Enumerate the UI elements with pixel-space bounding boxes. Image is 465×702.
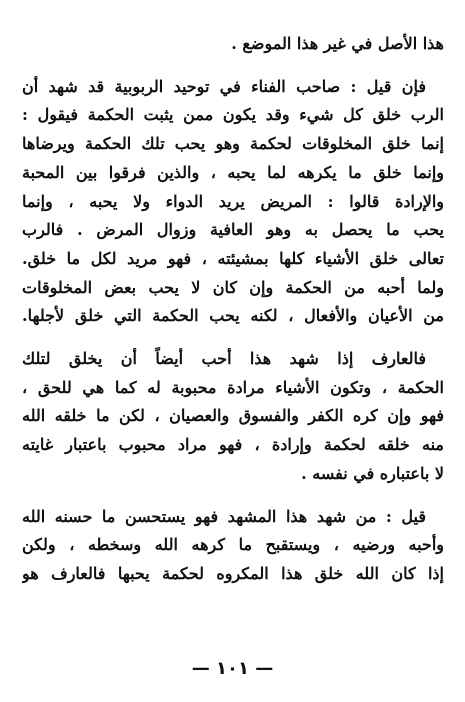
- text-line: فالعارف إذا شهد هذا أحب أيضاً أن يخلق لتلك: [22, 349, 426, 369]
- text-line: تعالى خلق الأشياء كلها بمشيئته ، فهو مريد لكل ما خلق.: [22, 248, 444, 268]
- text-line: لا باعتباره في نفسه .: [301, 463, 444, 483]
- text-line: وأحبه ورضيه ، ويستقبح ما كرهه الله وسخطه ، ولكن: [22, 535, 444, 555]
- text-line: إذا كان الله خلق هذا المكروه لحكمة يحبها فالعارف هو: [22, 563, 444, 583]
- text-line: هذا الأصل في غير هذا الموضع .: [231, 34, 444, 53]
- page-number: — ١٠١ —: [191, 658, 274, 679]
- text-line: قيل : من شهد هذا المشهد فهو يستحسن ما حسنه الله: [22, 506, 426, 526]
- paragraph-gap: [22, 489, 444, 503]
- text-line: إنما خلق المخلوقات لحكمة وهو يحب تلك الحكمة ويرضاها: [22, 134, 444, 154]
- text-line: فإن قيل : صاحب الفناء في توحيد الربوبية قد شهد أن: [22, 76, 426, 96]
- text-line: ولما أحبه من الحكمة وإن كان لا يحب بعض المخلوقات: [22, 277, 444, 297]
- text-line: وإنما خلق ما يكرهه لما يحبه ، والذين فرقوا بين المحبة: [22, 162, 444, 182]
- text-line: الحكمة ، وتكون الأشياء مرادة محبوبة له كما هي للحق ،: [22, 377, 444, 397]
- paragraph-gap: [22, 59, 444, 73]
- text-line: يحب ما يحصل به وهو العافية وزوال المرض . فالرب: [22, 220, 444, 240]
- page-body: [22, 30, 444, 589]
- text-line: الرب خلق كل شيء وقد يكون ممن يثبت الحكمة فيقول :: [22, 105, 444, 125]
- text-line: فهو وإن كره الكفر والفسوق والعصيان ، لكن ما خلقه الله: [22, 406, 444, 426]
- text-line: من الأعيان والأفعال ، لكنه يحب الحكمة التي خلق لأجلها.: [22, 306, 444, 326]
- text-line: منه خلقه لحكمة وإرادة ، فهو مراد محبوب باعتبار غايته: [22, 435, 444, 455]
- text-line: والإرادة قالوا : المريض يريد الدواء ولا يحبه ، وإنما: [22, 191, 444, 211]
- paragraph-gap: [22, 331, 444, 345]
